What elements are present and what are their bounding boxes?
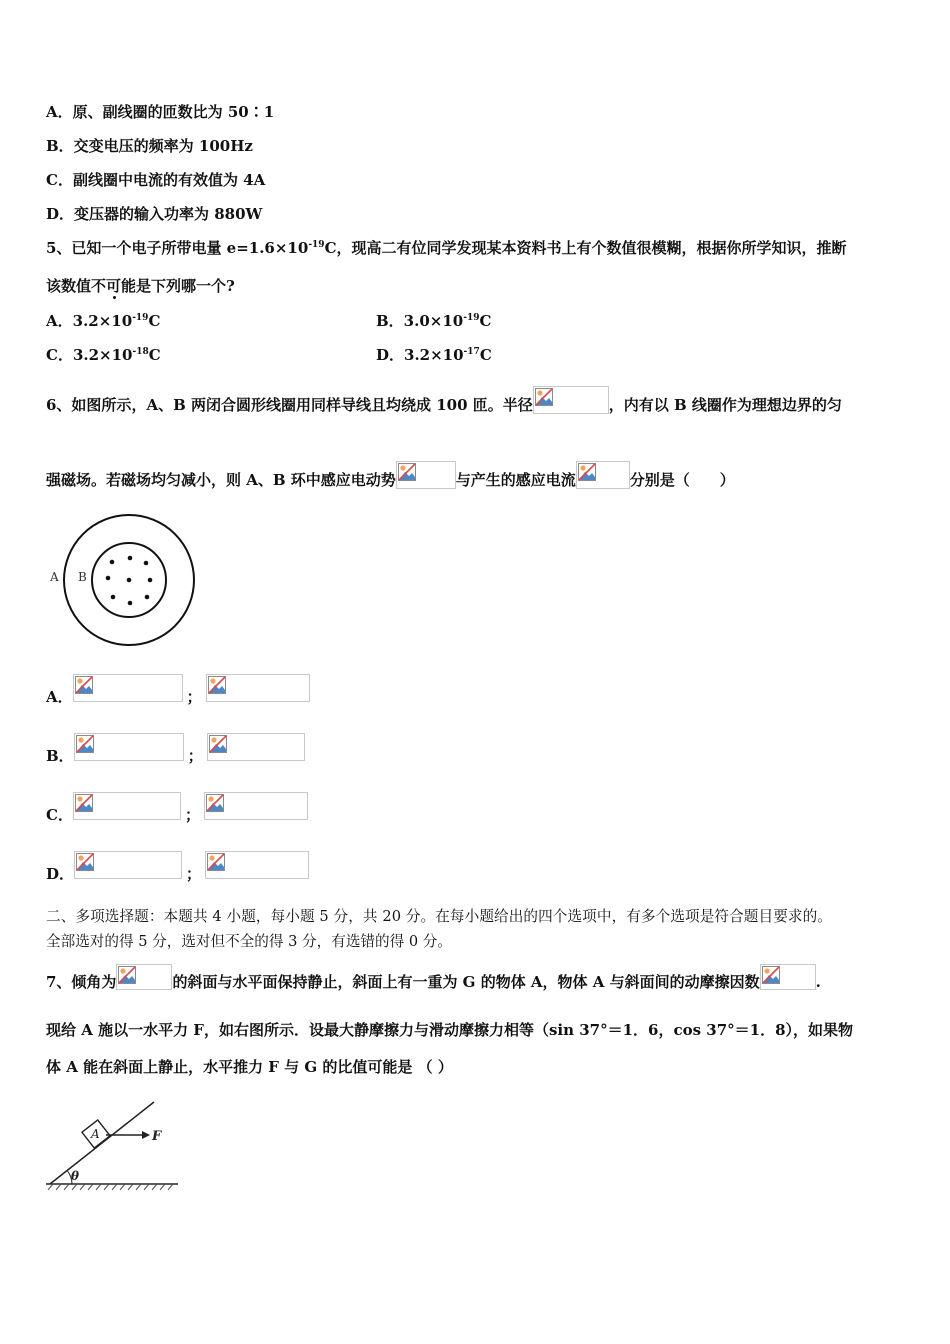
incline-line — [50, 1102, 154, 1184]
q7-stem-part: 7、倾角为 — [46, 973, 117, 991]
option-separator: ； — [186, 865, 202, 883]
q6-coil-figure — [44, 510, 204, 650]
q6-option-d-label: D． — [46, 865, 75, 883]
q5-option-b-text: B．3.0×10 — [376, 312, 464, 330]
broken-image-icon — [578, 463, 596, 481]
broken-image-icon — [75, 794, 93, 812]
broken-image-placeholder — [533, 386, 609, 414]
q5-option-a-text: A．3.2×10 — [46, 312, 133, 330]
q5-option-c-unit: C — [148, 346, 161, 364]
q4-option-b: B．交变电压的频率为 100Hz — [46, 137, 253, 155]
broken-image-placeholder — [396, 461, 456, 489]
q5-exponent: -19 — [308, 240, 325, 250]
q5-stem-part: 是下列哪一个? — [136, 277, 235, 295]
q6-stem-line-1 — [46, 392, 842, 420]
broken-image-icon — [206, 794, 224, 812]
q5-option-a-unit: C — [148, 312, 161, 330]
q7-stem-line-2: 现给 A 施以一水平力 F，如右图所示．设最大静摩擦力与滑动摩擦力相等（sin 37°＝1．6，cos 37°＝1．8），如果物 — [46, 1021, 854, 1039]
angle-label: θ — [71, 1169, 80, 1183]
q6-option-a-label: A． — [46, 688, 73, 706]
coil-a-label: A — [50, 570, 59, 584]
broken-image-icon — [209, 735, 227, 753]
q5-option-d — [376, 345, 492, 365]
q6-stem-part: 6、如图所示，A、B 两闭合圆形线圈用同样导线且均绕成 100 匝。半径 — [46, 396, 533, 414]
block-a-label: A — [91, 1127, 100, 1141]
q6-option-c — [46, 802, 308, 830]
broken-image-placeholder — [576, 461, 630, 489]
broken-image-placeholder — [73, 674, 183, 702]
q5-stem-part: 5、已知一个电子所带电量 e=1.6×10 — [46, 239, 309, 257]
q6-option-c-label: C． — [46, 806, 73, 824]
q4-option-c: C．副线圈中电流的有效值为 4A — [46, 171, 266, 189]
q5-stem-part: 该数值 — [46, 277, 92, 295]
broken-image-placeholder — [74, 851, 182, 879]
q5-option-d-text: D．3.2×10 — [376, 346, 464, 364]
q6-option-d — [46, 861, 309, 889]
section-2-intro-line-1: 二、多项选择题：本题共 4 小题，每小题 5 分，共 20 分。在每小题给出的四个选项中，有多个选项是符合题目要求的。 — [46, 908, 832, 925]
broken-image-placeholder — [760, 964, 816, 990]
broken-image-icon — [762, 966, 780, 984]
magnetic-field-dots — [106, 556, 153, 606]
q6-option-b — [46, 743, 305, 771]
q5-emphasis: 不可能 — [91, 277, 137, 295]
broken-image-icon — [75, 676, 93, 694]
q5-option-c — [46, 345, 161, 365]
coil-b-label: B — [78, 570, 87, 584]
q5-option-b-unit: C — [479, 312, 492, 330]
broken-image-icon — [208, 676, 226, 694]
q5-stem-part: C，现高二有位同学发现某本资料书上有个数值很模糊，根据你所学知识，推断 — [324, 239, 847, 257]
q5-option-d-exp: -17 — [463, 347, 480, 357]
ground-hatching — [48, 1184, 173, 1190]
option-separator: ； — [186, 688, 202, 706]
broken-image-placeholder — [207, 733, 305, 761]
q4-option-d: D．变压器的输入功率为 880W — [46, 205, 263, 223]
q7-stem-line-3: 体 A 能在斜面上静止，水平推力 F 与 G 的比值可能是 （ ） — [46, 1058, 453, 1076]
broken-image-icon — [535, 388, 553, 406]
q5-stem-line-1 — [46, 238, 847, 258]
q5-option-a-exp: -19 — [132, 313, 149, 323]
q5-option-b-exp: -19 — [463, 313, 480, 323]
broken-image-icon — [398, 463, 416, 481]
q7-incline-figure — [44, 1098, 184, 1196]
option-separator: ； — [184, 806, 200, 824]
broken-image-icon — [207, 853, 225, 871]
q6-stem-part: 分别是（ ） — [629, 471, 735, 489]
q6-option-b-label: B． — [46, 747, 74, 765]
broken-image-placeholder — [73, 792, 181, 820]
q6-stem-part: ，内有以 B 线圈作为理想边界的匀 — [608, 396, 842, 414]
q5-stem-line-2 — [46, 276, 235, 296]
option-separator: ； — [187, 747, 203, 765]
q5-option-c-exp: -18 — [132, 347, 149, 357]
force-arrowhead — [142, 1131, 150, 1139]
broken-image-placeholder — [204, 792, 308, 820]
q5-option-a — [46, 311, 160, 331]
q7-stem-line-1 — [46, 970, 821, 996]
q6-stem-part: 强磁场。若磁场均匀减小，则 A、B 环中感应电动势 — [46, 471, 396, 489]
broken-image-placeholder — [206, 674, 310, 702]
q7-stem-part: . — [815, 973, 821, 991]
q6-stem-line-2 — [46, 467, 735, 495]
broken-image-placeholder — [74, 733, 184, 761]
broken-image-icon — [76, 853, 94, 871]
q5-option-c-text: C．3.2×10 — [46, 346, 133, 364]
broken-image-icon — [118, 966, 136, 984]
broken-image-icon — [76, 735, 94, 753]
q5-option-d-unit: C — [479, 346, 492, 364]
q5-option-b — [376, 311, 491, 331]
q6-stem-part: 与产生的感应电流 — [455, 471, 576, 489]
q7-stem-part: 的斜面与水平面保持静止，斜面上有一重为 G 的物体 A，物体 A 与斜面间的动摩擦因数 — [172, 973, 760, 991]
q4-option-a: A．原、副线圈的匝数比为 50∶1 — [46, 103, 275, 121]
broken-image-placeholder — [205, 851, 309, 879]
section-2-intro-line-2: 全部选对的得 5 分，选对但不全的得 3 分，有选错的得 0 分。 — [46, 933, 452, 950]
broken-image-placeholder — [116, 964, 172, 990]
force-label: F — [152, 1129, 162, 1144]
q6-option-a — [46, 684, 310, 712]
